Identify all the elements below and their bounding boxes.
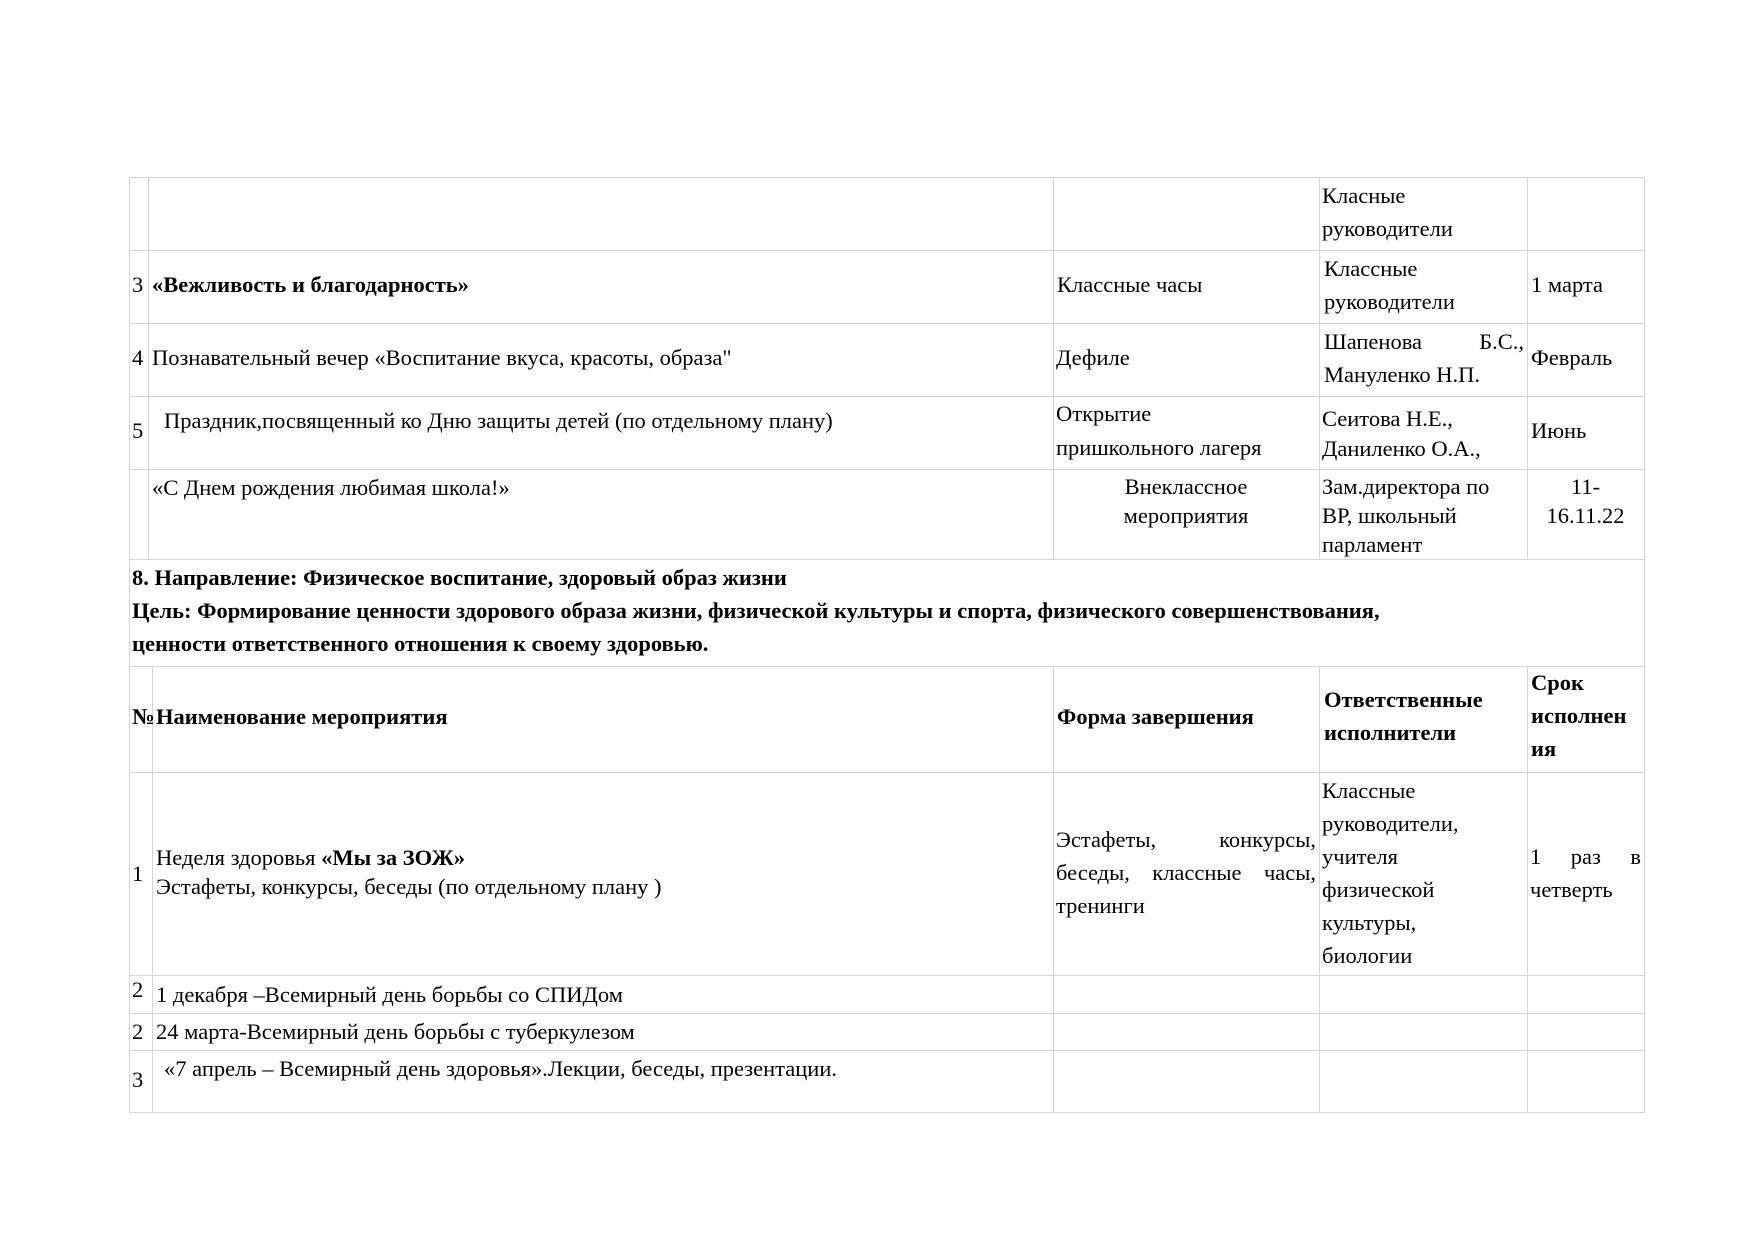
cell-line: 1 раз в — [1530, 844, 1641, 869]
table-border — [129, 396, 1645, 397]
table-border — [129, 559, 1645, 560]
event-name: Праздник,посвященный ко Дню защиты детей (по отдельному плану) — [164, 408, 833, 433]
cell-line: руководители — [1324, 289, 1455, 314]
event-name: «С Днем рождения любимая школа!» — [152, 475, 510, 500]
cell-line: физической — [1322, 877, 1435, 902]
event-name-bold: «Мы за ЗОЖ» — [321, 845, 466, 870]
cell-line: Шапенова Б.С., — [1324, 329, 1524, 354]
cell-line: учителя — [1322, 844, 1399, 869]
cell-line: парламент — [1322, 532, 1423, 557]
section-heading — [129, 561, 1644, 660]
table-border — [129, 975, 1645, 976]
cell-line: Эстафеты, конкурсы, беседы (по отдельному плану ) — [156, 874, 662, 899]
completion-form: Классные часы — [1057, 272, 1203, 297]
cell-line: Эстафеты, конкурсы, — [1056, 827, 1316, 852]
table-border — [129, 323, 1645, 324]
cell-line: исполнен — [1531, 703, 1627, 728]
table-border — [129, 666, 1645, 667]
event-name: «Вежливость и благодарность» — [152, 272, 469, 297]
cell-line: Внеклассное — [1124, 474, 1248, 499]
cell-line: 16.11.22 — [1546, 503, 1625, 528]
section-goal: Цель: Формирование ценности здорового образа жизни, физической культуры и спорта, физического совершенствования, — [132, 598, 1380, 623]
header-responsible — [1321, 683, 1527, 749]
cell-line: мероприятия — [1123, 503, 1249, 528]
cell-line: четверть — [1530, 877, 1613, 902]
responsible-cell — [1319, 179, 1527, 245]
cell-line: Ответственные — [1324, 687, 1483, 712]
row-number: 1 — [132, 861, 144, 886]
header-name: Наименование мероприятия — [156, 704, 448, 729]
cell-line: биологии — [1322, 943, 1413, 968]
cell-line: пришкольного лагеря — [1056, 435, 1262, 460]
deadline: 1 марта — [1531, 272, 1603, 297]
row-number: 5 — [132, 418, 144, 443]
cell-line: Классные — [1324, 256, 1418, 281]
cell-line: ВР, школьный — [1322, 503, 1457, 528]
completion-form — [1053, 472, 1319, 530]
deadline — [1527, 472, 1644, 530]
responsible-cell — [1321, 325, 1527, 358]
cell-line: тренинги — [1056, 893, 1145, 918]
cell-line: Даниленко О.А., — [1322, 436, 1481, 461]
section-title: 8. Направление: Физическое воспитание, здоровый образ жизни — [132, 565, 787, 590]
responsible-cell — [1319, 404, 1527, 464]
event-name: «7 апрель – Всемирный день здоровья».Лекции, беседы, презентации. — [164, 1056, 838, 1081]
table-border — [129, 469, 1645, 470]
table-border — [1644, 177, 1645, 1112]
row-number: 3 — [132, 1067, 144, 1092]
responsible-cell — [1319, 774, 1527, 972]
cell-line: ия — [1531, 736, 1557, 761]
event-name — [153, 843, 1053, 901]
table-border — [129, 177, 1645, 178]
responsible-cell — [1321, 252, 1527, 318]
completion-form — [1053, 823, 1319, 922]
header-number: № — [132, 704, 155, 729]
section-goal: ценности ответственного отношения к своему здоровью. — [132, 631, 709, 656]
deadline: Февраль — [1531, 345, 1613, 370]
row-number: 3 — [132, 272, 144, 297]
responsible-cell — [1319, 472, 1527, 559]
header-form: Форма завершения — [1057, 704, 1254, 729]
table-border — [129, 1112, 1645, 1113]
table-border — [129, 1013, 1645, 1014]
cell-line: беседы, классные часы, — [1056, 860, 1316, 885]
table-border — [129, 1050, 1645, 1051]
row-number: 2 — [132, 977, 144, 1002]
cell-line: руководители, — [1322, 811, 1459, 836]
table-border — [129, 772, 1645, 773]
cell-line: Классные — [1322, 778, 1416, 803]
event-name-prefix: Неделя здоровья — [156, 845, 322, 870]
event-name: 24 марта-Всемирный день борьбы с туберкулезом — [156, 1019, 635, 1044]
deadline: Июнь — [1531, 418, 1587, 443]
cell-line — [156, 843, 1050, 872]
row-number: 2 — [132, 1019, 144, 1044]
responsible-cell — [1321, 358, 1527, 391]
event-name: 1 декабря –Всемирный день борьбы со СПИДом — [156, 982, 623, 1007]
event-name: Познавательный вечер «Воспитание вкуса, красоты, образа" — [152, 345, 732, 370]
header-deadline — [1528, 666, 1644, 765]
row-number: 4 — [132, 345, 144, 370]
cell-line: 11- — [1570, 474, 1601, 499]
cell-line: исполнители — [1324, 720, 1457, 745]
cell-line: Класные — [1322, 183, 1406, 208]
cell-line: Срок — [1531, 670, 1584, 695]
cell-line: руководители — [1322, 216, 1453, 241]
table-border — [129, 250, 1645, 251]
cell-line: Мануленко Н.П. — [1324, 362, 1480, 387]
deadline — [1527, 840, 1644, 906]
cell-line: культуры, — [1322, 910, 1417, 935]
cell-line: Сеитова Н.Е., — [1322, 406, 1453, 431]
completion-form — [1053, 397, 1319, 465]
cell-line: Зам.директора по — [1322, 474, 1490, 499]
cell-line: Открытие — [1056, 401, 1152, 426]
completion-form: Дефиле — [1056, 345, 1130, 370]
